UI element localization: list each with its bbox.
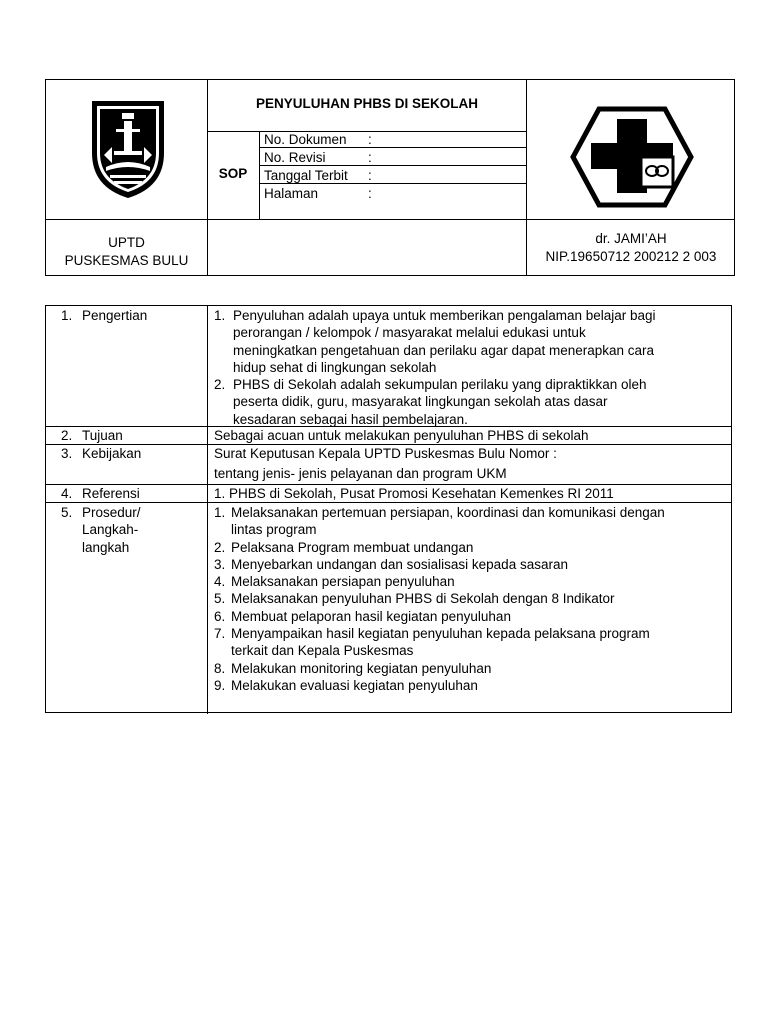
meta-sep: : <box>368 186 372 201</box>
list-item <box>214 504 731 539</box>
list-item <box>214 608 731 625</box>
row-tujuan <box>46 427 731 445</box>
list-number: 3. <box>214 556 226 572</box>
row-number: 2. <box>61 428 73 443</box>
institution-line: UPTD <box>108 235 145 250</box>
list-line: peserta didik, guru, masyarakat lingkungan sekolah atas dasar <box>233 394 608 410</box>
row-label: Kebijakan <box>82 446 142 461</box>
list-item <box>214 677 731 694</box>
list-line: PHBS di Sekolah adalah sekumpulan perilaku yang dipraktikkan oleh <box>233 377 647 393</box>
meta-row-tanggal-terbit <box>260 167 526 184</box>
list-line: lintas program <box>231 522 317 538</box>
list-item <box>214 556 731 573</box>
list-line: Penyuluhan adalah upaya untuk memberikan pengalaman belajar bagi <box>233 308 656 323</box>
row-pengertian <box>46 306 731 427</box>
row-label-cell <box>46 485 207 502</box>
list-line: Melaksanakan persiapan penyuluhan <box>231 574 455 590</box>
kebijakan-line: tentang jenis- jenis pelayanan dan program UKM <box>214 466 507 482</box>
meta-label: Tanggal Terbit <box>264 168 348 183</box>
list-number: 1. <box>214 308 226 323</box>
referensi-text: 1. PHBS di Sekolah, Pusat Promosi Kesehatan Kemenkes RI 2011 <box>214 486 614 501</box>
list-item <box>214 625 731 660</box>
list-line: Melaksanakan penyuluhan PHBS di Sekolah dengan 8 Indikator <box>231 591 615 607</box>
meta-sep: : <box>368 150 372 165</box>
row-label-cell <box>46 503 207 714</box>
row-number: 5. <box>61 505 73 520</box>
list-line: Pelaksana Program membuat undangan <box>231 539 474 555</box>
list-number: 7. <box>214 626 226 642</box>
institution-line: PUSKESMAS BULU <box>64 253 189 268</box>
document-title: PENYULUHAN PHBS DI SEKOLAH <box>255 96 479 111</box>
list-item <box>214 307 731 376</box>
list-line: Menyebarkan undangan dan sosialisasi kepada sasaran <box>231 556 568 572</box>
signatory-name: dr. JAMI’AH <box>595 231 667 246</box>
list-number: 6. <box>214 608 226 624</box>
row-content-cell <box>207 503 731 714</box>
list-item <box>214 539 731 556</box>
list-item <box>214 590 731 607</box>
row-label-cell <box>46 427 207 444</box>
row-content-cell <box>207 427 731 444</box>
row-content-cell <box>207 485 731 502</box>
list-number: 2. <box>214 539 226 555</box>
row-referensi <box>46 485 731 503</box>
sop-header-table <box>45 79 735 276</box>
list-item <box>214 376 731 428</box>
list-item <box>214 660 731 677</box>
meta-label: Halaman <box>264 186 319 201</box>
institution-name <box>46 234 207 270</box>
meta-row-no-revisi <box>260 149 526 166</box>
meta-row-no-dokumen <box>260 131 526 148</box>
puskesmas-cross-icon <box>567 105 697 215</box>
list-line: Melakukan monitoring kegiatan penyuluhan <box>231 660 492 676</box>
signatory-block <box>526 230 736 266</box>
list-number: 1. <box>214 505 226 520</box>
list-line: Membuat pelaporan hasil kegiatan penyuluhan <box>231 608 511 624</box>
meta-sep: : <box>368 132 372 147</box>
header-divider <box>46 219 734 220</box>
list-number: 9. <box>214 677 226 693</box>
central-java-crest-icon <box>88 95 168 200</box>
row-label: Referensi <box>82 486 140 501</box>
list-number: 8. <box>214 660 226 676</box>
sop-label: SOP <box>218 166 248 181</box>
row-prosedur <box>46 503 731 714</box>
row-content-cell <box>207 445 731 484</box>
list-line: kesadaran sebagai hasil pembelajaran. <box>233 411 468 427</box>
row-number: 3. <box>61 446 73 461</box>
list-line: terkait dan Kepala Puskesmas <box>231 643 414 659</box>
list-line: Melakukan evaluasi kegiatan penyuluhan <box>231 677 478 693</box>
meta-sep: : <box>368 168 372 183</box>
row-label: Pengertian <box>82 308 148 323</box>
row-label-cell <box>46 445 207 484</box>
row-label <box>82 504 141 556</box>
list-line: Melaksanakan pertemuan persiapan, koordinasi dan komunikasi dengan <box>231 505 665 520</box>
row-content-cell <box>207 306 731 426</box>
list-line: hidup sehat di lingkungan sekolah <box>233 359 437 375</box>
meta-row-halaman <box>260 185 526 202</box>
row-label-line: Prosedur/ <box>82 505 141 520</box>
list-number: 5. <box>214 591 226 607</box>
meta-label: No. Dokumen <box>264 132 347 147</box>
row-kebijakan <box>46 445 731 485</box>
meta-label: No. Revisi <box>264 150 326 165</box>
row-label: Tujuan <box>82 428 123 443</box>
row-number: 1. <box>61 308 73 323</box>
row-label-line: langkah <box>82 539 130 555</box>
row-label-cell <box>46 306 207 426</box>
row-number: 4. <box>61 486 73 501</box>
tujuan-text: Sebagai acuan untuk melakukan penyuluhan PHBS di sekolah <box>214 428 589 443</box>
kebijakan-line: Surat Keputusan Kepala UPTD Puskesmas Bulu Nomor : <box>214 446 557 461</box>
row-label-line: Langkah- <box>82 522 139 538</box>
signatory-nip: NIP.19650712 200212 2 003 <box>545 249 717 264</box>
list-line: perorangan / kelompok / masyarakat melalui edukasi untuk <box>233 325 586 341</box>
list-number: 2. <box>214 377 226 393</box>
list-line: Menyampaikan hasil kegiatan penyuluhan kepada pelaksana program <box>231 626 650 642</box>
list-line: meningkatkan pengetahuan dan perilaku agar dapat menerapkan cara <box>233 342 655 358</box>
list-item <box>214 573 731 590</box>
sop-content-table <box>45 305 732 713</box>
list-number: 4. <box>214 574 226 590</box>
